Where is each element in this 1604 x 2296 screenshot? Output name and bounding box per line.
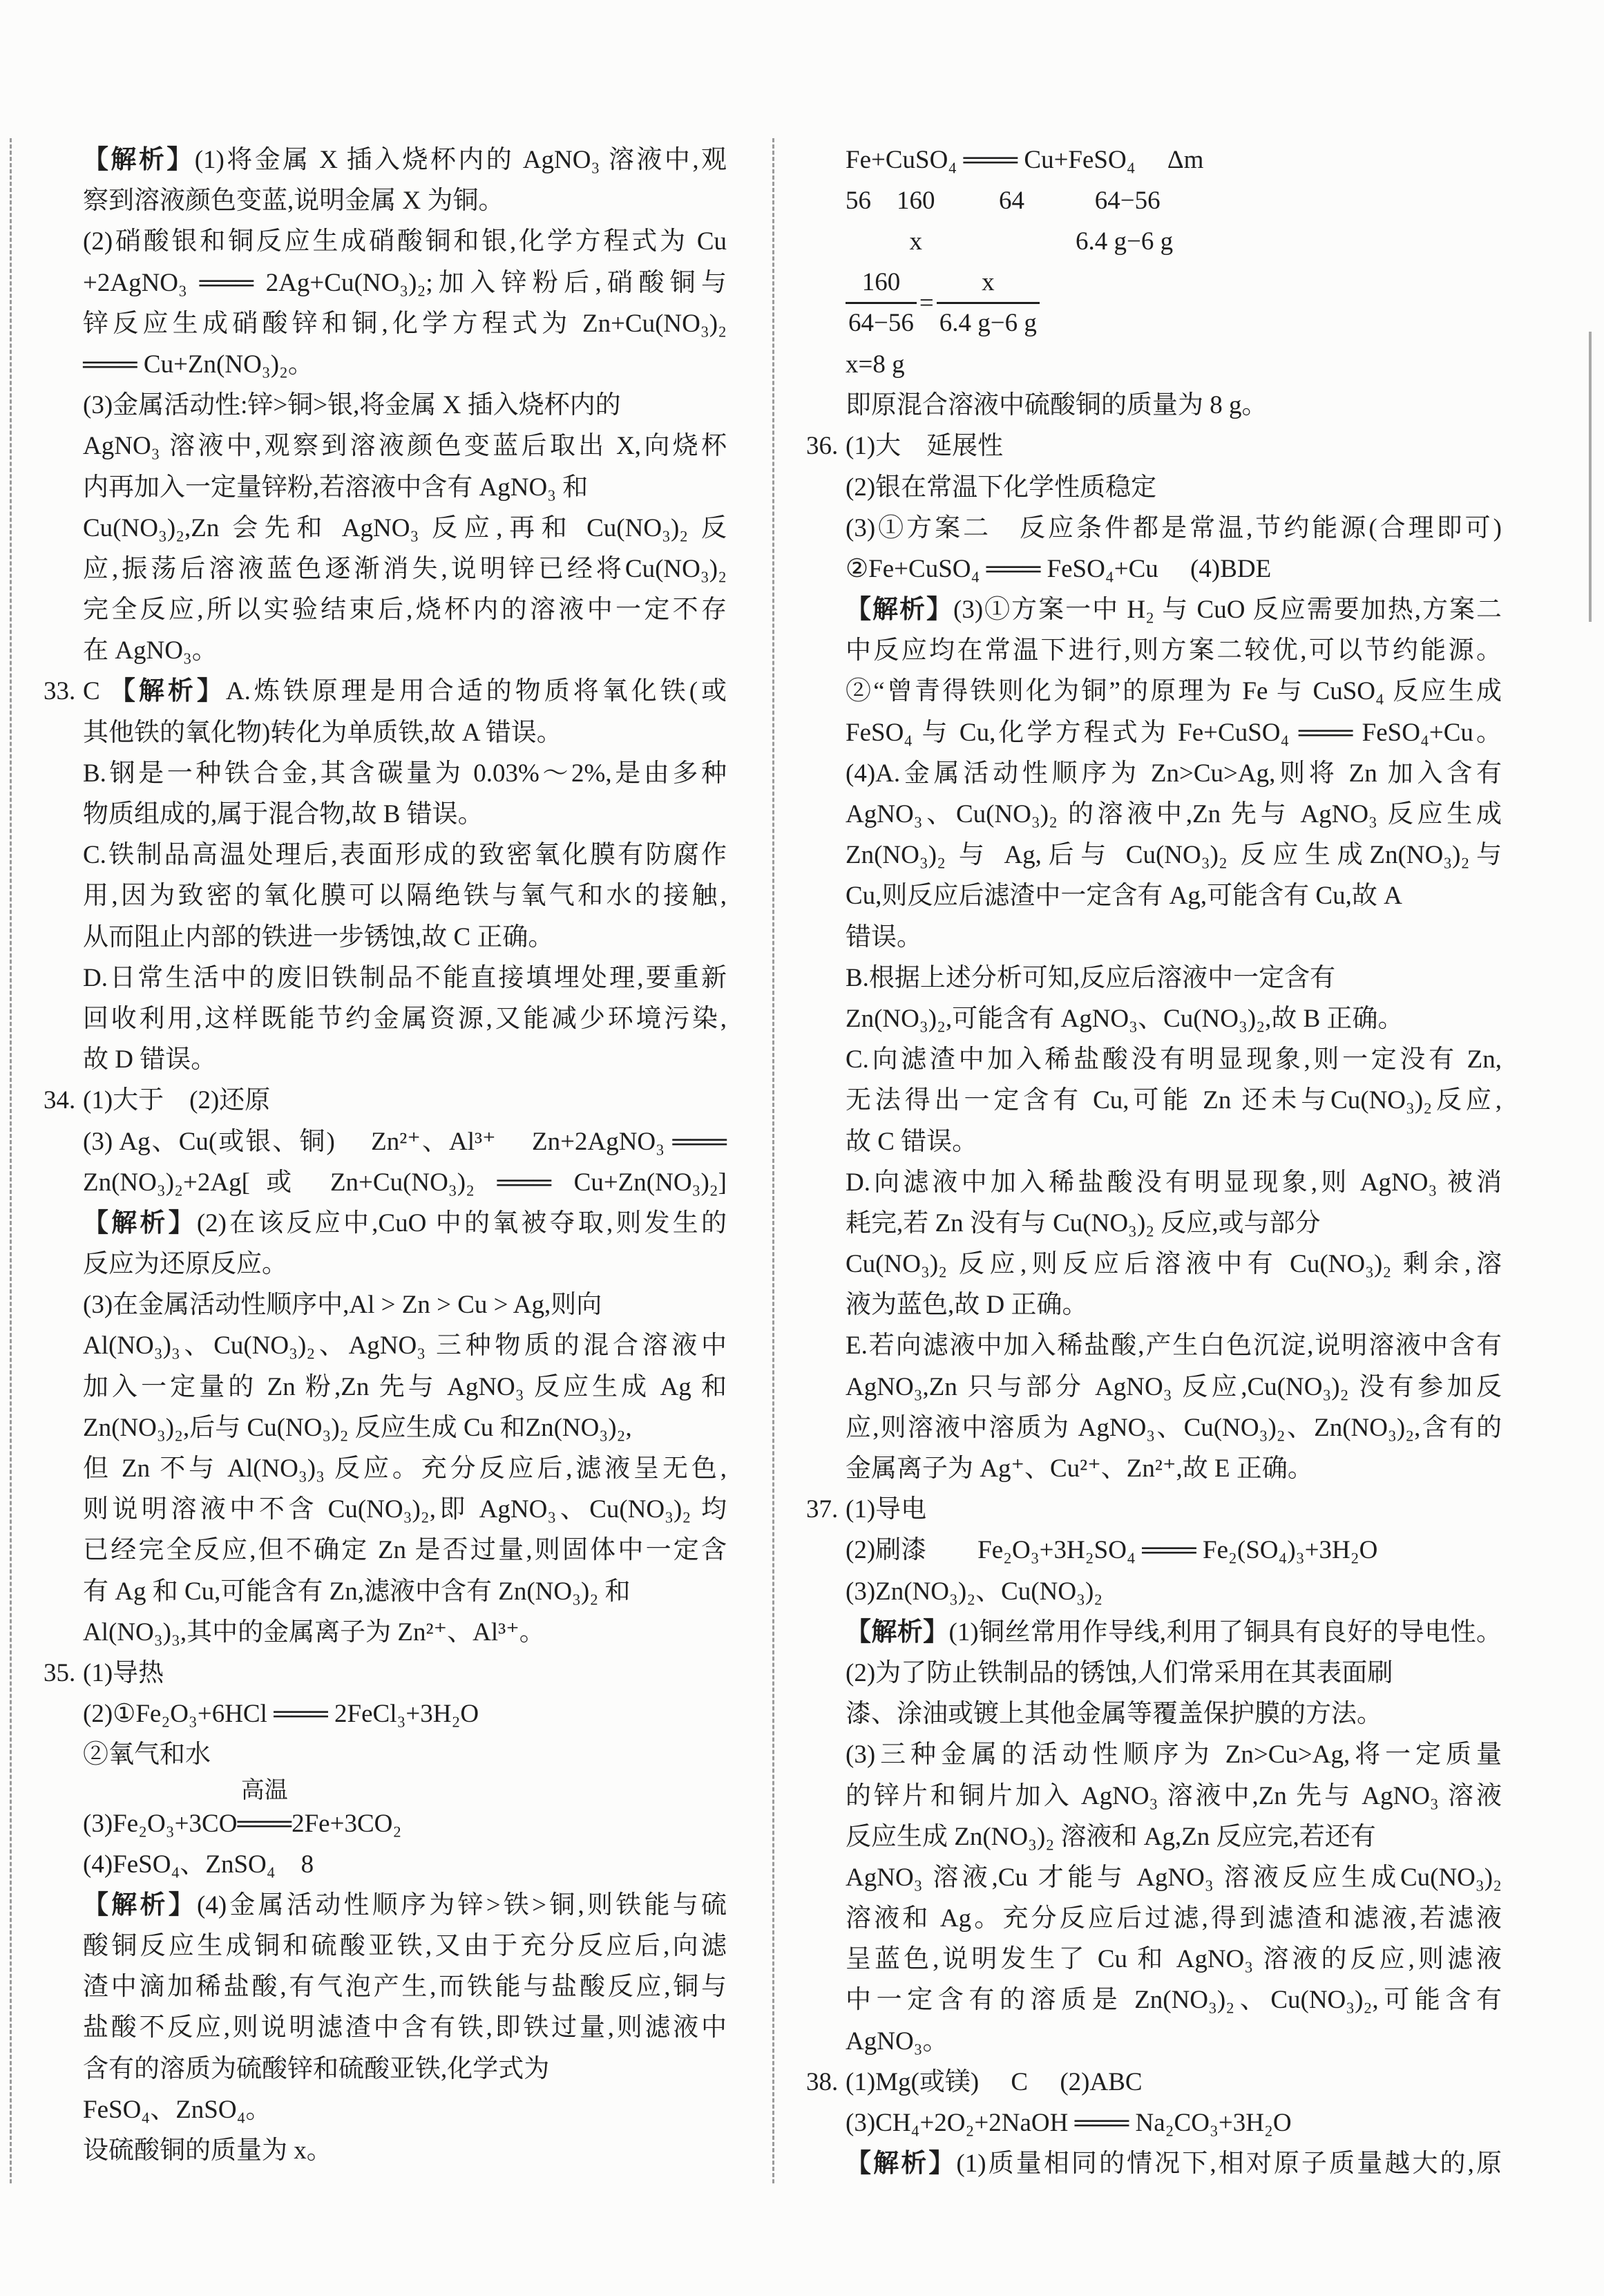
text-line xyxy=(846,835,1502,875)
text-line xyxy=(83,1489,727,1530)
line-text: 液为蓝色,故 D 正确。 xyxy=(846,1291,1088,1320)
denominator: 6.4 g−6 g xyxy=(937,302,1040,343)
line-text: 反应为还原反应。 xyxy=(83,1250,287,1279)
text-line xyxy=(846,385,1502,426)
line-text: 无法得出一定含有 Cu,可能 Zn 还未与Cu(NO₃)₂反应, xyxy=(846,1086,1502,1115)
line-text: 锌反应生成硝酸锌和铜,化学方程式为 Zn+Cu(NO₃)₂ xyxy=(83,309,727,338)
line-text: B.根据上述分析可知,反应后溶液中一定含有 xyxy=(846,963,1336,992)
text-line xyxy=(846,1734,1502,1775)
text-line xyxy=(83,1885,727,1926)
text-line xyxy=(83,1284,727,1325)
text-line xyxy=(846,671,1502,712)
line-text: 则说明溶液中不含 Cu(NO₃)₂,即 AgNO₃、Cu(NO₃)₂ 均 xyxy=(83,1495,727,1524)
text-line xyxy=(83,263,727,303)
text-line xyxy=(846,1039,1502,1080)
line-text: 中一定含有的溶质是 Zn(NO₃)₂、Cu(NO₃)₂,可能含有 xyxy=(846,1986,1502,2015)
line-text: AgNO₃、Cu(NO₃)₂ 的溶液中,Zn 先与 AgNO₃ 反应生成 xyxy=(846,800,1502,829)
text-line xyxy=(83,1612,727,1653)
text-line xyxy=(846,875,1502,916)
line-text: (1)大于 (2)还原 xyxy=(83,1086,271,1115)
line-text: FeSO₄ 与 Cu,化学方程式为 Fe+CuSO₄ ═══ FeSO₄+Cu。 xyxy=(846,718,1502,747)
line-text: 呈蓝色,说明发生了 Cu 和 AgNO₃ 溶液的反应,则滤液 xyxy=(846,1945,1502,1974)
line-text: (1)导热 xyxy=(83,1658,164,1687)
line-text: 56 160 64 64−56 xyxy=(846,187,1161,216)
text-line xyxy=(846,753,1502,794)
text-line xyxy=(846,1407,1502,1448)
left-column xyxy=(44,140,727,2171)
text-line xyxy=(83,2049,727,2089)
line-text: (3)Zn(NO₃)₂、Cu(NO₃)₂ xyxy=(846,1577,1103,1606)
line-text: (2)①Fe₂O₃+6HCl ═══ 2FeCl₃+3H₂O xyxy=(83,1700,479,1729)
line-text: 含有的溶质为硫酸锌和硫酸亚铁,化学式为 xyxy=(83,2054,550,2083)
line-text: C.向滤渣中加入稀盐酸没有明显现象,则一定没有 Zn, xyxy=(846,1045,1502,1074)
line-text: 加入一定量的 Zn 粉,Zn 先与 AgNO₃ 反应生成 Ag 和 xyxy=(83,1372,727,1401)
line-text: AgNO₃,Zn 只与部分 AgNO₃ 反应,Cu(NO₃)₂ 没有参加反 xyxy=(846,1372,1502,1401)
line-text: E.若向滤液中加入稀盐酸,产生白色沉淀,说明溶液中含有 xyxy=(846,1331,1502,1360)
line-text: D.向滤液中加入稀盐酸没有明显现象,则 AgNO₃ 被消 xyxy=(846,1168,1502,1197)
text-line xyxy=(44,1080,727,1121)
line-text: 设硫酸铜的质量为 x。 xyxy=(83,2136,332,2165)
line-text: (4)A.金属活动性顺序为 Zn>Cu>Ag,则将 Zn 加入含有 xyxy=(846,759,1502,788)
text-line xyxy=(846,1693,1502,1734)
line-text: 盐酸不反应,则说明滤渣中含有铁,即铁过量,则滤液中 xyxy=(83,2013,727,2042)
text-line xyxy=(83,958,727,998)
text-line xyxy=(846,1653,1502,1693)
question-number: 35. xyxy=(44,1658,76,1687)
text-line xyxy=(846,958,1502,998)
text-line xyxy=(83,712,727,753)
denominator: 64−56 xyxy=(846,302,917,343)
line-text: AgNO₃。 xyxy=(846,2027,948,2056)
line-text: Cu(NO₃)₂ 反应,则反应后溶液中有 Cu(NO₃)₂ 剩余,溶 xyxy=(846,1250,1502,1279)
line-text: 中反应均在常温下进行,则方案二较优,可以节约能源。 xyxy=(846,636,1502,665)
line-text: (1)Mg(或镁) C (2)ABC xyxy=(846,2067,1143,2096)
line-text: B.钢是一种铁合金,其含碳量为 0.03%～2%,是由多种 xyxy=(83,759,727,788)
text-line xyxy=(83,875,727,916)
text-line xyxy=(846,1162,1502,1203)
line-text: Zn(NO₃)₂ 与 Ag,后与 Cu(NO₃)₂ 反应生成Zn(NO₃)₂与 xyxy=(846,841,1502,870)
line-text: 【解析】(1)将金属 X 插入烧杯内的 AgNO₃ 溶液中,观 xyxy=(83,146,727,174)
equation-left: (3)Fe₂O₃+3CO xyxy=(83,1809,238,1838)
analysis-label: 【解析】 xyxy=(83,1208,197,1237)
line-text: Zn(NO₃)₂,后与 Cu(NO₃)₂ 反应生成 Cu 和Zn(NO₃)₂, xyxy=(83,1413,632,1442)
fraction xyxy=(846,263,1040,344)
line-text: Al(NO₃)₃,其中的金属离子为 Zn²⁺、Al³⁺。 xyxy=(83,1617,545,1647)
text-line xyxy=(83,1407,727,1448)
text-line xyxy=(846,2021,1502,2062)
question-number: 37. xyxy=(806,1495,839,1524)
text-line xyxy=(44,671,727,712)
condition-label: 高温 xyxy=(240,1777,288,1803)
line-text: ②“曾青得铁则化为铜”的原理为 Fe 与 CuSO₄ 反应生成 xyxy=(846,677,1502,706)
text-line xyxy=(83,998,727,1039)
text-line xyxy=(83,1571,727,1612)
text-line xyxy=(846,998,1502,1039)
right-column xyxy=(806,140,1502,2184)
line-text: FeSO₄、ZnSO₄。 xyxy=(83,2095,271,2124)
line-text: 金属离子为 Ag⁺、Cu²⁺、Zn²⁺,故 E 正确。 xyxy=(846,1454,1313,1483)
line-text: x 6.4 g−6 g xyxy=(846,227,1174,256)
line-text: 【解析】(1)铜丝常用作导线,利用了铜具有良好的导电性。 xyxy=(846,1617,1502,1647)
line-text: 其他铁的氧化物)转化为单质铁,故 A 错误。 xyxy=(83,718,562,747)
line-text: 应,振荡后溶液蓝色逐渐消失,说明锌已经将Cu(NO₃)₂ xyxy=(83,554,727,583)
line-text: 的锌片和铜片加入 AgNO₃ 溶液中,Zn 先与 AgNO₃ 溶液 xyxy=(846,1781,1502,1810)
text-line xyxy=(846,1612,1502,1653)
line-text: ②氧气和水 xyxy=(83,1740,211,1770)
text-line xyxy=(83,385,727,426)
line-text: Zn(NO₃)₂+2Ag[或 Zn+Cu(NO₃)₂ ═══ Cu+Zn(NO₃)₂] xyxy=(83,1168,727,1197)
line-text: 从而阻止内部的铁进一步锈蚀,故 C 正确。 xyxy=(83,922,554,951)
line-text: (3)①方案二 反应条件都是常温,节约能源(合理即可) xyxy=(846,513,1502,542)
line-text: 已经完全反应,但不确定 Zn 是否过量,则固体中一定含 xyxy=(83,1536,727,1565)
line-text: (1)大 延展性 xyxy=(846,432,1004,461)
equation-text xyxy=(83,1777,402,1844)
text-line xyxy=(846,1284,1502,1325)
line-text: (2)刷漆 Fe₂O₃+3H₂SO₄ ═══ Fe₂(SO₄)₃+3H₂O xyxy=(846,1536,1378,1565)
text-line xyxy=(846,794,1502,835)
text-line xyxy=(83,1448,727,1489)
line-text: 【解析】(2)在该反应中,CuO 中的氧被夺取,则发生的 xyxy=(83,1208,727,1237)
text-line xyxy=(83,221,727,262)
question-number: 34. xyxy=(44,1086,76,1115)
equals-sign: = xyxy=(919,289,934,318)
text-line xyxy=(83,1844,727,1885)
line-text: 故 C 错误。 xyxy=(846,1127,978,1156)
question-number: 33. xyxy=(44,677,76,706)
text-line xyxy=(846,1530,1502,1571)
line-text: 溶液和 Ag。充分反应后过滤,得到滤渣和滤液,若滤液 xyxy=(846,1904,1502,1933)
line-text: (3) Ag、Cu(或银、铜) Zn²⁺、Al³⁺ Zn+2AgNO₃ ═══ xyxy=(83,1127,727,1156)
line-text: Al(NO₃)₃、Cu(NO₃)₂、AgNO₃ 三种物质的混合溶液中 xyxy=(83,1331,727,1360)
analysis-label: 【解析】 xyxy=(846,596,954,625)
line-text: 即原混合溶液中硫酸铜的质量为 8 g。 xyxy=(846,391,1268,420)
text-line xyxy=(846,712,1502,753)
line-text: Cu(NO₃)₂,Zn 会先和 AgNO₃ 反应,再和 Cu(NO₃)₂ 反 xyxy=(83,513,727,542)
left-margin-dashed-line xyxy=(10,138,12,2183)
line-text: (2)硝酸银和铜反应生成硝酸铜和银,化学方程式为 Cu xyxy=(83,227,727,256)
line-text: 回收利用,这样既能节约金属资源,又能减少环境污染, xyxy=(83,1004,727,1033)
line-text: 在 AgNO₃。 xyxy=(83,636,218,665)
text-line xyxy=(83,835,727,875)
line-text: 酸铜反应生成铜和硫酸亚铁,又由于充分反应后,向滤 xyxy=(83,1932,727,1961)
text-line xyxy=(83,794,727,835)
text-line xyxy=(806,426,1502,466)
numerator: x xyxy=(982,268,995,297)
text-line xyxy=(846,1244,1502,1284)
line-text: 【解析】(1)质量相同的情况下,相对原子质量越大的,原 xyxy=(846,2150,1502,2179)
text-line xyxy=(846,2143,1502,2184)
line-text: 察到溶液颜色变蓝,说明金属 X 为铜。 xyxy=(83,187,504,216)
line-text: 耗完,若 Zn 没有与 Cu(NO₃)₂ 反应,或与部分 xyxy=(846,1208,1321,1237)
line-text: x=8 g xyxy=(846,350,905,379)
text-line xyxy=(83,1367,727,1407)
text-line xyxy=(846,140,1502,180)
text-line xyxy=(846,1939,1502,1980)
text-line xyxy=(83,1244,727,1284)
text-line xyxy=(83,1039,727,1080)
text-line xyxy=(846,1857,1502,1898)
text-line xyxy=(846,917,1502,958)
fraction-left xyxy=(846,263,917,343)
text-line xyxy=(846,630,1502,671)
line-text: (3)三种金属的活动性顺序为 Zn>Cu>Ag,将一定质量 xyxy=(846,1740,1502,1770)
text-line xyxy=(846,549,1502,589)
line-text: C.铁制品高温处理后,表面形成的致密氧化膜有防腐作 xyxy=(83,841,727,870)
text-line xyxy=(83,549,727,589)
text-line xyxy=(83,303,727,344)
line-text: 渣中滴加稀盐酸,有气泡产生,而铁能与盐酸反应,铜与 xyxy=(83,1973,727,2002)
fraction-right xyxy=(937,263,1040,343)
line-text: 应,则溶液中溶质为 AgNO₃、Cu(NO₃)₂、Zn(NO₃)₂,含有的 xyxy=(846,1413,1502,1442)
line-text: (2)银在常温下化学性质稳定 xyxy=(846,473,1157,502)
line-text: (1)导电 xyxy=(846,1495,927,1524)
line-text: 漆、涂油或镀上其他金属等覆盖保护膜的方法。 xyxy=(846,1700,1382,1729)
line-text: (3)金属活动性:锌>铜>银,将金属 X 插入烧杯内的 xyxy=(83,391,621,420)
text-line xyxy=(83,630,727,671)
line-text: 错误。 xyxy=(846,922,922,951)
text-line xyxy=(806,2062,1502,2103)
fraction-equation xyxy=(846,263,1502,344)
line-text: (3)CH₄+2O₂+2NaOH ═══ Na₂CO₃+3H₂O xyxy=(846,2109,1292,2138)
text-line xyxy=(83,1926,727,1966)
text-line xyxy=(846,589,1502,630)
line-text: 反应生成 Zn(NO₃)₂ 溶液和 Ag,Zn 反应完,若还有 xyxy=(846,1822,1376,1851)
text-line xyxy=(846,1367,1502,1407)
text-line xyxy=(83,753,727,794)
text-line xyxy=(83,2130,727,2171)
line-text: ②Fe+CuSO₄ ═══ FeSO₄+Cu (4)BDE xyxy=(846,554,1272,583)
analysis-label: 【解析】 xyxy=(846,1617,949,1647)
scan-edge-mark xyxy=(1589,332,1592,622)
text-line xyxy=(83,917,727,958)
text-line xyxy=(83,467,727,508)
text-line xyxy=(83,2007,727,2048)
line-text: Fe+CuSO₄ ═══ Cu+FeSO₄ Δm xyxy=(846,146,1204,174)
text-line xyxy=(83,1325,727,1366)
line-text: 用,因为致密的氧化膜可以隔绝铁与氧气和水的接触, xyxy=(83,882,727,911)
line-text: ═══ Cu+Zn(NO₃)₂。 xyxy=(83,350,314,379)
text-line xyxy=(83,344,727,385)
analysis-label: 【解析】 xyxy=(109,677,226,706)
line-text: AgNO₃ 溶液中,观察到溶液颜色变蓝后取出 X,向烧杯 xyxy=(83,432,727,461)
question-number: 38. xyxy=(806,2067,839,2096)
text-line xyxy=(83,1530,727,1571)
text-line xyxy=(83,1203,727,1244)
equation-right: 2Fe+3CO₂ xyxy=(292,1809,402,1838)
text-line xyxy=(83,589,727,630)
text-line xyxy=(83,140,727,180)
text-line xyxy=(83,1121,727,1162)
analysis-label: 【解析】 xyxy=(83,1890,198,1919)
line-text: AgNO₃ 溶液,Cu 才能与 AgNO₃ 溶液反应生成Cu(NO₃)₂ xyxy=(846,1863,1502,1892)
analysis-label: 【解析】 xyxy=(83,146,195,174)
text-line xyxy=(846,1571,1502,1612)
text-line xyxy=(846,1816,1502,1857)
text-line xyxy=(846,221,1502,262)
question-number: 36. xyxy=(806,432,839,461)
analysis-label: 【解析】 xyxy=(846,2150,957,2179)
numerator: 160 xyxy=(861,268,901,297)
line-text: D.日常生活中的废旧铁制品不能直接填埋处理,要重新 xyxy=(83,963,727,992)
line-text: (3)在金属活动性顺序中,Al > Zn > Cu > Ag,则向 xyxy=(83,1291,602,1320)
double-equals: ═══ xyxy=(237,1809,292,1838)
line-text: 有 Ag 和 Cu,可能含有 Zn,滤液中含有 Zn(NO₃)₂ 和 xyxy=(83,1577,631,1606)
text-line xyxy=(846,1121,1502,1162)
line-text: (2)为了防止铁制品的锈蚀,人们常采用在其表面刷 xyxy=(846,1658,1393,1687)
text-line xyxy=(83,1693,727,1734)
text-line xyxy=(83,1162,727,1203)
reaction-condition xyxy=(237,1777,292,1844)
line-text: 物质组成的,属于混合物,故 B 错误。 xyxy=(83,800,484,828)
text-line xyxy=(846,2103,1502,2143)
text-line xyxy=(806,1489,1502,1530)
text-line xyxy=(846,467,1502,508)
text-line xyxy=(846,1080,1502,1121)
line-text: 故 D 错误。 xyxy=(83,1045,217,1074)
column-divider-dashed-line xyxy=(772,138,774,2183)
text-line xyxy=(846,1203,1502,1244)
text-line xyxy=(846,1776,1502,1816)
line-text: 【解析】(3)①方案一中 H₂ 与 CuO 反应需要加热,方案二 xyxy=(846,596,1502,625)
text-line xyxy=(846,1448,1502,1489)
text-line xyxy=(44,1653,727,1693)
text-line xyxy=(83,426,727,466)
text-line xyxy=(83,508,727,549)
equation-with-condition xyxy=(83,1777,727,1844)
line-text: (4)FeSO₄、ZnSO₄ 8 xyxy=(83,1850,314,1879)
line-text: 【解析】(4)金属活动性顺序为锌>铁>铜,则铁能与硫 xyxy=(83,1890,727,1919)
text-line xyxy=(846,1325,1502,1366)
text-line xyxy=(83,1966,727,2007)
line-text: C 【解析】A.炼铁原理是用合适的物质将氧化铁(或 xyxy=(83,677,727,706)
line-text: Zn(NO₃)₂,可能含有 AgNO₃、Cu(NO₃)₂,故 B 正确。 xyxy=(846,1004,1404,1033)
text-line xyxy=(83,1734,727,1775)
line-text: 完全反应,所以实验结束后,烧杯内的溶液中一定不存 xyxy=(83,596,727,625)
text-line xyxy=(83,2089,727,2130)
line-text: 内再加入一定量锌粉,若溶液中含有 AgNO₃ 和 xyxy=(83,473,589,502)
line-text: +2AgNO₃ ═══ 2Ag+Cu(NO₃)₂;加入锌粉后,硝酸铜与 xyxy=(83,268,727,297)
text-line xyxy=(846,1898,1502,1939)
line-text: Cu,则反应后滤渣中一定含有 Ag,可能含有 Cu,故 A xyxy=(846,882,1402,911)
text-line xyxy=(846,508,1502,549)
text-line xyxy=(846,180,1502,221)
text-line xyxy=(846,344,1502,385)
text-line xyxy=(83,180,727,221)
text-line xyxy=(846,1980,1502,2020)
line-text: 但 Zn 不与 Al(NO₃)₃ 反应。充分反应后,滤液呈无色, xyxy=(83,1454,727,1483)
